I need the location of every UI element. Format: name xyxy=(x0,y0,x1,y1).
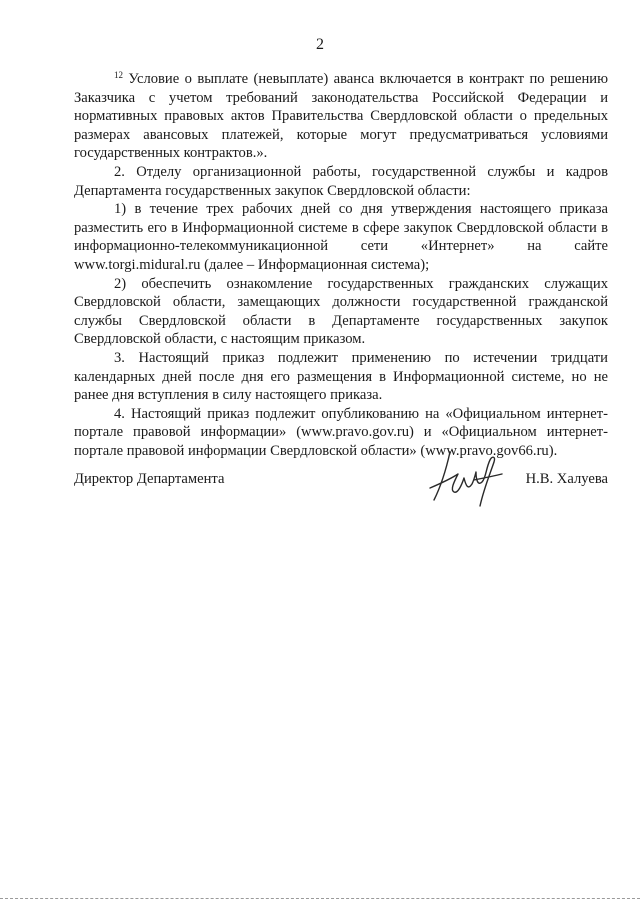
handwritten-signature xyxy=(424,448,506,510)
paragraph-item-2: 2. Отделу организационной работы, государственной службы и кадров Департамента государственных закупок Свердловской области: xyxy=(74,163,608,199)
paragraph-item-3: 3. Настоящий приказ подлежит применению по истечении тридцати календарных дней после дня его размещения в Информационной системе, но не ранее дня вступления в силу настоящего приказа. xyxy=(74,349,608,404)
footnote-paragraph xyxy=(74,70,608,163)
signatory-title: Директор Департамента xyxy=(74,471,225,487)
signature-block xyxy=(74,466,608,526)
paragraph-item-4: 4. Настоящий приказ подлежит опубликованию на «Официальном интернет-портале правовой информации» (www.pravo.gov.ru) и «Официальном интернет-портале правовой информации Свердловской области» (www.pravo.gov66.ru). xyxy=(74,405,608,459)
paragraph-item-2-1: 1) в течение трех рабочих дней со дня утверждения настоящего приказа разместить его в Информационной системе в сфере закупок Свердловской области в информационно-телекоммуникационной сети «Интернет» на сайте www.torgi.midural.ru (далее – Информационная система); xyxy=(74,201,608,273)
page-number: 2 xyxy=(316,36,324,53)
paragraph-item-2-2: 2) обеспечить ознакомление государственных гражданских служащих Свердловской области, замещающих должности государственной гражданской службы Свердловской области в Департаменте государственных закупок Свердловской области, с настоящим приказом. xyxy=(74,275,608,348)
document-body xyxy=(74,70,608,460)
footnote-marker: 12 xyxy=(114,70,123,80)
signatory-name: Н.В. Халуева xyxy=(525,471,608,487)
footnote-text: Условие о выплате (невыплате) аванса включается в контракт по решению Заказчика с учетом требований законодательства Российской Федерации и нормативных правовых актов Правительства Свердловской области о предельных размерах авансовых платежей, которые могут предусматриваться условиями государственных контрактов.». xyxy=(74,71,608,162)
scan-edge-line xyxy=(0,898,640,900)
